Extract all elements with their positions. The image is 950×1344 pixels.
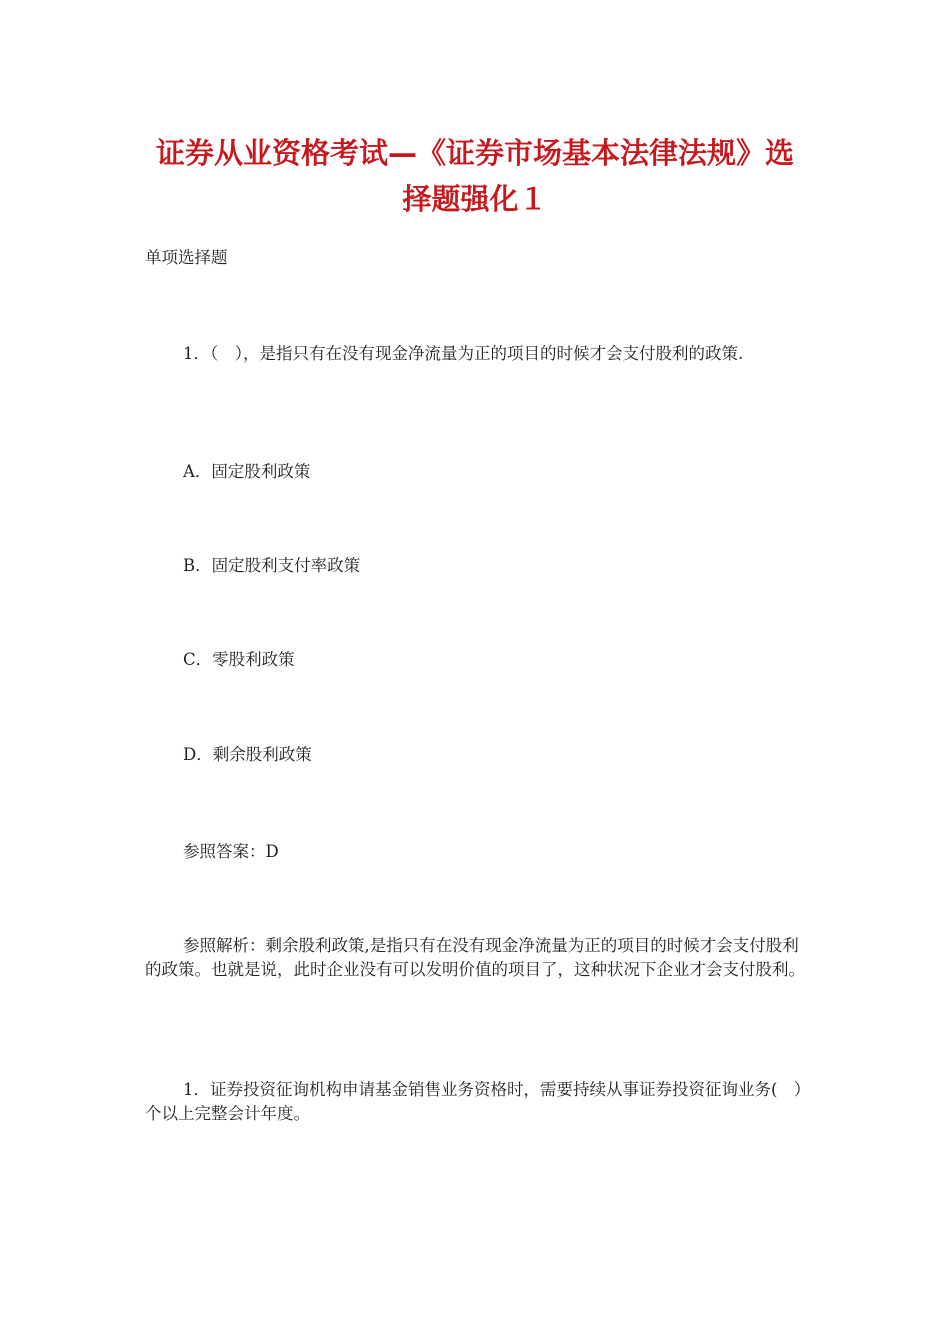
question-1-answer: 参照答案：D [183, 842, 279, 861]
question-2-stem: 1．证券投资征询机构申请基金销售业务资格时，需要持续从事证券投资征询业务( ）个以上完整会计年度。 [145, 1080, 803, 1123]
document-title: 证券从业资格考试—《证券市场基本法律法规》选择题强化１ [155, 136, 794, 216]
question-1-option-b: B．固定股利支付率政策 [183, 556, 361, 575]
question-1-option-d: D．剩余股利政策 [183, 745, 312, 764]
question-1-option-a: A．固定股利政策 [183, 462, 311, 481]
section-heading: 单项选择题 [145, 248, 228, 267]
question-1-option-c: C．零股利政策 [183, 650, 295, 669]
question-1-stem: 1．（ ），是指只有在没有现金净流量为正的项目的时候才会支付股利的政策. [183, 344, 744, 363]
question-1-explanation: 参照解析：剩余股利政策,是指只有在没有现金净流量为正的项目的时候才会支付股利的政策。也就是说，此时企业没有可以发明价值的项目了，这种状况下企业才会支付股利。 [145, 936, 805, 979]
